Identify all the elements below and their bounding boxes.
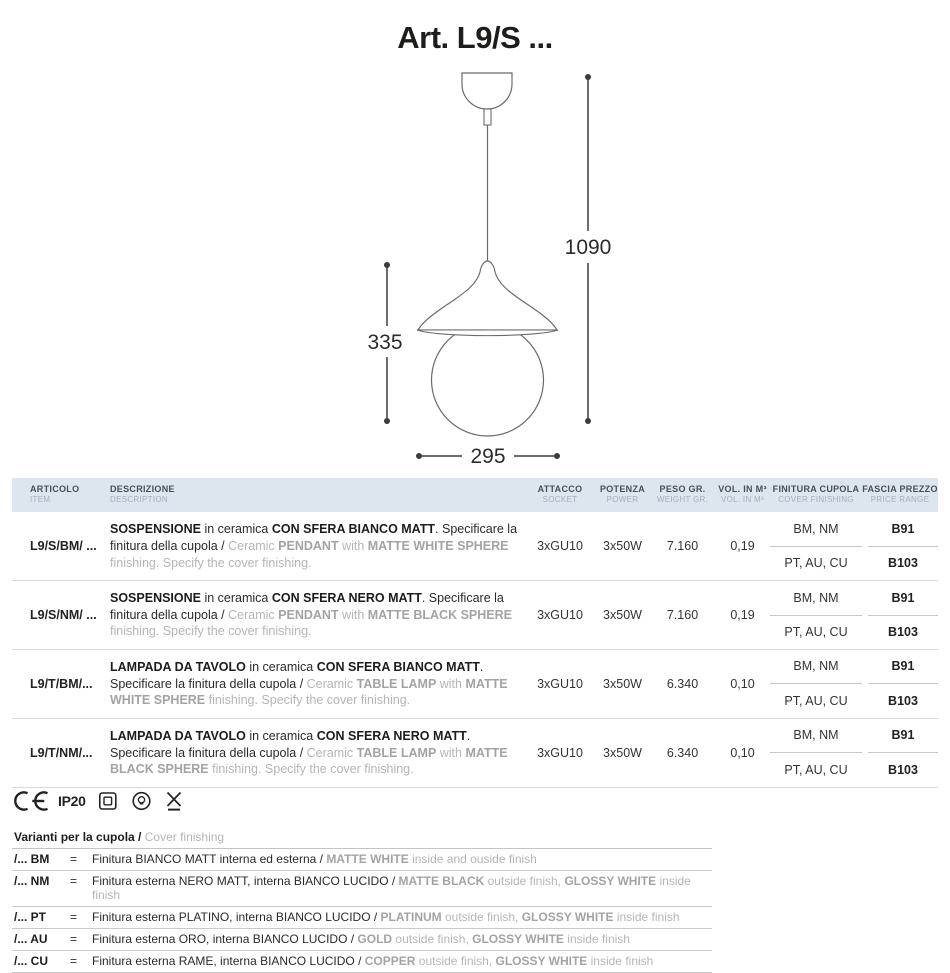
header-label-en: DESCRIPTION (110, 495, 168, 505)
header-cell (770, 484, 862, 505)
lamp-symbol-icon (130, 790, 153, 812)
header-label-it: ATTACCO (537, 484, 583, 494)
variants-title-en: Cover finishing (141, 830, 225, 844)
ce-mark-icon (14, 790, 50, 812)
socket-cell: 3xGU10 (537, 676, 583, 691)
finishing-codes: BM, NM (770, 512, 862, 547)
equals-sign: = (70, 852, 78, 866)
finishing-price-subrow (770, 753, 938, 787)
cord-connector (484, 109, 491, 125)
description-cell: LAMPADA DA TAVOLO in ceramica CON SFERA NERO MATT. Specificare la finitura della cupola / Ceramic TABLE LAMP with MATTE BLACK SPHERE finishing. Specify the cover finishing. (110, 728, 508, 777)
price-range: B91 (868, 581, 938, 616)
finishing-codes: BM, NM (770, 650, 862, 685)
finishing-price-cell (770, 719, 938, 787)
finishing-codes: PT, AU, CU (784, 693, 848, 708)
socket-cell: 3xGU10 (537, 608, 583, 623)
volume-cell: 0,19 (730, 608, 755, 623)
header-cell (595, 484, 650, 505)
ceiling-cup (462, 73, 512, 109)
sphere (432, 324, 544, 436)
header-label-it: FASCIA PREZZO (862, 484, 938, 494)
volume-cell: 0,10 (730, 745, 755, 760)
price-range: B103 (888, 625, 918, 640)
finishing-codes: PT, AU, CU (784, 556, 848, 571)
finishing-price-cell (770, 512, 938, 580)
variants-title (12, 828, 712, 849)
finishing-codes: PT, AU, CU (784, 762, 848, 777)
variant-row (12, 871, 712, 907)
table-row (12, 719, 938, 788)
finishing-price-subrow (770, 581, 938, 615)
variant-code: /... PT (14, 910, 47, 924)
articolo-cell: L9/S/NM/ ... (30, 608, 97, 623)
price-range: B91 (868, 718, 938, 753)
spec-table (12, 478, 938, 788)
table-row (12, 650, 938, 719)
header-cell (650, 484, 715, 505)
variant-description: Finitura BIANCO MATT interna ed esterna / MATTE WHITE inside and ouside finish (92, 852, 537, 866)
variant-row (12, 907, 712, 929)
weee-crossed-bin-icon (164, 790, 184, 812)
articolo-cell: L9/S/BM/ ... (30, 539, 97, 554)
header-cell (525, 484, 595, 505)
volume-cell: 0,10 (730, 676, 755, 691)
header-label-en: POWER (606, 495, 639, 505)
variant-row (12, 849, 712, 871)
variant-description: Finitura esterna ORO, interna BIANCO LUCIDO / GOLD outside finish, GLOSSY WHITE inside finish (92, 932, 630, 946)
finishing-price-subrow (770, 615, 938, 649)
header-label-en: COVER FINISHING (778, 495, 854, 505)
lamp-shade-brim (417, 330, 558, 336)
lamp-shade (418, 261, 557, 330)
header-cell (715, 484, 770, 505)
header-label-en: VOL. IN M³ (720, 495, 764, 505)
weight-cell: 7.160 (666, 539, 699, 554)
description-cell: LAMPADA DA TAVOLO in ceramica CON SFERA BIANCO MATT. Specificare la finitura della cupola / Ceramic TABLE LAMP with MATTE WHITE SPHERE finishing. Specify the cover finishing. (110, 660, 508, 708)
equals-sign: = (70, 874, 78, 888)
table-row (12, 581, 938, 650)
variants-title-it: Varianti per la cupola / (14, 830, 142, 844)
finishing-price-subrow (770, 546, 938, 580)
header-label-it: POTENZA (599, 484, 646, 494)
header-label-en: SOCKET (542, 495, 578, 505)
price-range: B103 (888, 556, 918, 571)
description-cell: SOSPENSIONE in ceramica CON SFERA BIANCO MATT. Specificare la finitura della cupola / Ceramic PENDANT with MATTE WHITE SPHERE finishing. Specify the cover finishing. (110, 522, 518, 570)
header-label-it: FINITURA CUPOLA (772, 484, 860, 494)
variant-code: /... NM (14, 874, 50, 888)
certifications-row (14, 788, 184, 814)
header-label-it: ARTICOLO (30, 484, 80, 494)
power-cell: 3x50W (603, 539, 642, 554)
dimension-total-height-label: 1090 (564, 236, 612, 259)
variant-description: Finitura esterna PLATINO, interna BIANCO LUCIDO / PLATINUM outside finish, GLOSSY WHITE inside finish (92, 910, 680, 924)
articolo-cell: L9/T/NM/... (30, 745, 93, 760)
header-cell (862, 484, 938, 505)
finishing-price-subrow (770, 650, 938, 684)
technical-drawing (0, 0, 950, 472)
ip20-label: IP20 (58, 793, 86, 809)
table-row (12, 512, 938, 581)
price-range: B103 (888, 693, 918, 708)
variant-code: /... CU (14, 954, 49, 968)
finishing-price-cell (770, 581, 938, 649)
price-range: B91 (868, 650, 938, 685)
header-label-en: WEIGHT GR. (656, 495, 709, 505)
price-range: B103 (888, 762, 918, 777)
variant-row (12, 929, 712, 951)
finishing-price-cell (770, 650, 938, 718)
header-label-en: ITEM (30, 495, 51, 505)
class-ii-insulation-icon (97, 790, 119, 812)
variant-description: Finitura esterna NERO MATT, interna BIANCO LUCIDO / MATTE BLACK outside finish, GLOSSY WHITE inside finish (92, 874, 691, 902)
description-cell: SOSPENSIONE in ceramica CON SFERA NERO MATT. Specificare la finitura della cupola / Ceramic PENDANT with MATTE BLACK SPHERE finishing. Specify the cover finishing. (110, 591, 512, 639)
articolo-cell: L9/T/BM/... (30, 676, 93, 691)
variant-code: /... AU (14, 932, 48, 946)
weight-cell: 6.340 (666, 745, 699, 760)
header-label-it: VOL. IN M³ (718, 484, 767, 494)
dimension-width-label: 295 (470, 445, 506, 468)
spec-table-header (12, 478, 938, 512)
variants-section (12, 828, 712, 973)
finishing-price-subrow (770, 719, 938, 753)
weight-cell: 6.340 (666, 676, 699, 691)
finishing-codes: BM, NM (770, 581, 862, 616)
finishing-codes: BM, NM (770, 718, 862, 753)
weight-cell: 7.160 (666, 608, 699, 623)
equals-sign: = (70, 932, 78, 946)
socket-cell: 3xGU10 (537, 539, 583, 554)
header-label-it: DESCRIZIONE (110, 484, 175, 494)
spec-table-body (12, 512, 938, 788)
variant-code: /... BM (14, 852, 50, 866)
socket-cell: 3xGU10 (537, 745, 583, 760)
power-cell: 3x50W (603, 745, 642, 760)
volume-cell: 0,19 (730, 539, 755, 554)
finishing-price-subrow (770, 684, 938, 718)
finishing-codes: PT, AU, CU (784, 625, 848, 640)
dimension-body-height-label: 335 (367, 331, 403, 354)
equals-sign: = (70, 910, 78, 924)
page-title: Art. L9/S ... (397, 20, 553, 55)
price-range: B91 (868, 512, 938, 547)
header-cell (12, 484, 110, 505)
finishing-price-subrow (770, 512, 938, 546)
header-label-it: PESO GR. (659, 484, 706, 494)
variant-description: Finitura esterna RAME, interna BIANCO LUCIDO / COPPER outside finish, GLOSSY WHITE inside finish (92, 954, 654, 968)
equals-sign: = (70, 954, 78, 968)
header-label-en: PRICE RANGE (870, 495, 930, 505)
variants-list (12, 849, 712, 973)
variant-row (12, 951, 712, 973)
header-cell (110, 484, 525, 505)
power-cell: 3x50W (603, 676, 642, 691)
power-cell: 3x50W (603, 608, 642, 623)
